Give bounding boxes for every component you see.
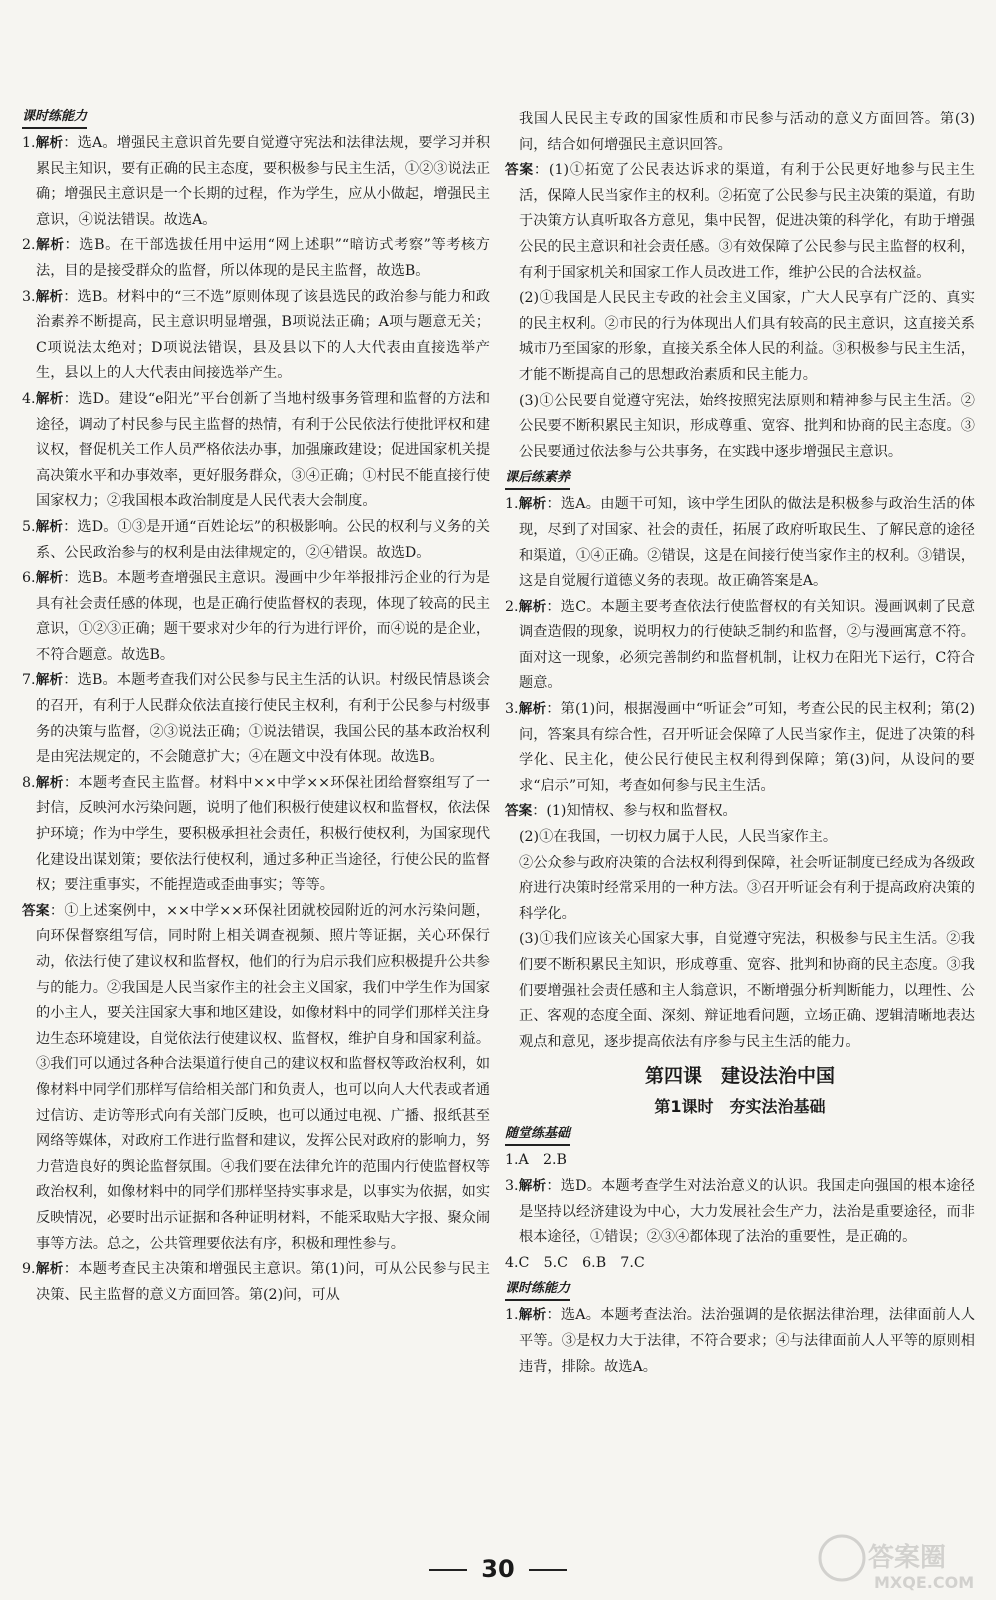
keyword-label: 解析 [35,774,64,791]
question-item: 7.解析：选B。本题考查我们对公民参与民主生活的认识。村级民情恳谈会的召开，有利于人民群众依法直接行使民主权利，有利于公民参与村级事务的决策与监督，②③说法正确；①说法错误，我国公民的基本政治权利是由宪法规定的，不会随意扩大；④在题文中没有体现。故选B。 [22,672,491,766]
question-item: 3.解析：选D。本题考查学生对法治意义的认识。我国走向强国的根本途径是坚持以经济建设为中心，大力发展社会生产力，法治是重要途径，而非根本途径，①错误；②③④都体现了法治的重要性，是正确的。 [505,1177,975,1246]
keyword-label: 解析 [35,672,64,689]
question-item: 5.解析：选D。①③是开通“百姓论坛”的积极影响。公民的权利与义务的关系、公民政治参与的权利是由法律规定的，②④错误。故选D。 [22,518,490,561]
keyword-label: 答案 [505,162,534,179]
section-heading-row [505,465,975,492]
right-column [505,107,975,1380]
question-item: 4.解析：选D。建设“e阳光”平台创新了当地村级事务管理和监督的方法和途径，调动了村民参与民主监督的热情，有利于公民依法行使批评权和建议权，督促机关工作人员严格依法办事，加强廉政建设；促进国家机关提高决策水平和办事效率，更好服务群众，③④正确；①村民不能直接行使国家权力；②我国根本政治制度是人民代表大会制度。 [22,390,491,510]
page-number: 30 [481,1555,515,1583]
chapter-title: 第四课 建设法治中国 [644,1065,835,1088]
continued-paragraph: (3)①我们应该关心国家大事，自觉遵守宪法，积极参与民主生活。②我们要不断积累民主知识，形成尊重、宽容、批判和协商的民主态度。③我们要增强社会责任感和主人翁意识，不断增强分析判断能力，以理性、公正、客观的态度全面、深刻、辩证地看问题，立场正确、逻辑清晰地表达观点和意见，逐步提高依法有序参与民主生活的能力。 [519,931,975,1050]
section-heading-row [505,1121,975,1148]
question-item: 1.解析：选A。增强民主意识首先要自觉遵守宪法和法律法规，要学习并积累民主知识，要有正确的民主态度，要积极参与民主生活，①②③说法正确；增强民主意识是一个长期的过程，作为学生，应从小做起，增强民主意识，④说法错误。故选A。 [22,135,491,228]
section-heading: 随堂练基础 [505,1124,570,1146]
continued-paragraph: (2)①在我国，一切权力属于人民，人民当家作主。 [519,829,838,846]
keyword-label: 解析 [35,237,65,254]
keyword-label: 解析 [518,496,547,513]
footer-dash-right [529,1569,567,1571]
question-item: 8.解析：本题考查民主监督。材料中××中学××环保社团给督察组写了一封信，反映河水污染问题，说明了他们积极行使建议权和监督权，依法保护环境；作为中学生，要积极承担社会责任，积极行使权利，为国家现代化建设出谋划策；要依法行使权利，通过多种正当途径，行使公民的监督权；要注重事实，不能捏造或歪曲事实；等等。 [22,774,491,894]
answer-paragraph: 答案：(1)①拓宽了公民表达诉求的渠道，有利于公民更好地参与民主生活，保障人民当家作主的权利。②拓宽了公民参与民主决策的渠道，有助于决策方认真听取各方意见，集中民智，促进决策的科学化，有助于增强公民的民主意识和社会责任感。③有效保障了公民参与民主监督的权利，有利于国家机关和国家工作人员改进工作，维护公民的合法权益。 [505,162,975,281]
keyword-label: 解析 [35,1261,64,1278]
section-heading: 课后练素养 [505,468,570,490]
section-heading-row [505,1276,975,1303]
keyword-label: 解析 [35,288,64,305]
continued-paragraph: ②公众参与政府决策的合法权利得到保障，社会听证制度已经成为各级政府进行决策时经常采用的一种方法。③召开听证会有利于提高政府决策的科学化。 [519,854,975,922]
keyword-label: 解析 [35,518,64,535]
keyword-label: 解析 [35,390,64,407]
question-item: 4.C 5.C 6.B 7.C [505,1254,645,1271]
question-item: 2.解析：选C。本题主要考查依法行使监督权的有关知识。漫画讽刺了民意调查造假的现象，说明权力的行使缺乏制约和监督，②与漫画寓意不符。面对这一现象，必须完善制约和监督机制，让权力在阳光下运行，C符合题意。 [505,598,976,692]
continued-paragraph: (2)①我国是人民民主专政的社会主义国家，广大人民享有广泛的、真实的民主权利。②市民的行为体现出人们具有较高的民主意识，这直接关系城市乃至国家的形象，直接关系全体人民的利益。③积极参与民主生活，才能不断提高自己的思想政治素质和民主能力。 [519,290,975,383]
keyword-label: 解析 [518,1177,547,1194]
left-column [22,104,490,1308]
question-item: 6.解析：选B。本题考查增强民主意识。漫画中少年举报排污企业的行为是具有社会责任感的体现，也是正确行使监督权的表现，体现了较高的民主意识，①②③正确；题干要求对少年的行为进行评价，而④说的是企业，不符合题意。故选B。 [22,570,491,663]
footer-dash-left [429,1569,467,1571]
question-item: 3.解析：选B。材料中的“三不选”原则体现了该县选民的政治参与能力和政治素养不断提高，民主意识明显增强，B项说法正确；A项与题意无关；C项说法太绝对；D项说法错误，县及县以下的人大代表由直接选举产生，县以上的人大代表由间接选举产生。 [22,288,491,382]
continued-paragraph: 我国人民民主专政的国家性质和市民参与活动的意义方面回答。第(3)问，结合如何增强民主意识回答。 [519,111,975,153]
question-item: 2.解析：选B。在干部选拔任用中运用“网上述职”“暗访式考察”等考核方法，目的是接受群众的监督，所以体现的是民主监督，故选B。 [22,237,490,279]
keyword-label: 解析 [518,598,547,615]
keyword-label: 解析 [518,701,547,718]
watermark-text-cn: 答案圈 [868,1543,947,1573]
question-item: 3.解析：第(1)问，根据漫画中“听证会”可知，考查公民的民主权利；第(2)问，答案具有综合性，召开听证会保障了人民当家作主，促进了决策的科学化、民主化，使公民行使民主权利得到保障；第(3)问，从设问的要求“启示”可知，考查如何参与民主生活。 [505,701,976,794]
section-heading-row [22,104,490,131]
answer-paragraph: 答案：(1)知情权、参与权和监督权。 [505,803,737,820]
question-item: 1.解析：选A。由题干可知，该中学生团队的做法是积极参与政治生活的体现，尽到了对国家、社会的责任，拓展了政府听取民生、了解民意的途径和渠道，①④正确。②错误，这是在间接行使当家作主的权利。③错误，这是自觉履行道德义务的表现。故正确答案是A。 [505,496,976,590]
watermark-text-en: MXQE.COM [874,1573,975,1592]
answer-paragraph: 答案：①上述案例中，××中学××环保社团就校园附近的河水污染问题，向环保督察组写信，同时附上相关调查视频、照片等证据，关心环保行动，依法行使了建议权和监督权，他们的行为启示我们应积极提升公共参与的能力。②我国是人民当家作主的社会主义国家，我们中学生作为国家的小主人，要关注国家大事和地区建设，如像材料中的同学们那样关注身边生态环境建设，自觉依法行使建议权、监督权，维护自身和国家利益。③我们可以通过各种合法渠道行使自己的建议权和监督权等政治权利，如像材料中同学们那样写信给相关部门和负责人，也可以向人大代表或者通过信访、走访等形式向有关部门反映，也可以通过电视、广播、报纸甚至网络等媒体，对政府工作进行监督和建议，发挥公民对政府的影响力，努力营造良好的舆论监督氛围。④我们要在法律允许的范围内行使监督权等政治权利，如像材料中的同学们那样坚持实事求是，以事实为依据，如实反映情况，必要时出示证据和各种证明材料，不能采取贴大字报、聚众闹事等方法。总之，公共管理要依法有序，积极和理性参与。 [22,902,491,1252]
keyword-label: 答案 [505,803,533,820]
watermark-logo [812,1530,984,1592]
question-item: 9.解析：本题考查民主决策和增强民主意识。第(1)问，可从公民参与民主决策、民主监督的意义方面回答。第(2)问，可从 [22,1261,490,1303]
keyword-label: 解析 [35,135,64,151]
continued-paragraph: (3)①公民要自觉遵守宪法，始终按照宪法原则和精神参与民主生活。②公民要不断积累民主知识，形成尊重、宽容、批判和协商的民主态度。③公民要通过依法参与公共事务，在实践中逐步增强民主意识。 [519,392,975,460]
keyword-label: 解析 [518,1307,547,1324]
question-item: 1.解析：选A。本题考查法治。法治强调的是依据法律治理，法律面前人人平等。③是权力大于法律，不符合要求；④与法律面前人人平等的原则相违背，排除。故选A。 [505,1307,976,1375]
question-item: 1.A 2.B [505,1152,567,1169]
keyword-label: 解析 [35,570,64,587]
section-heading: 课时练能力 [505,1279,570,1301]
section-heading: 课时练能力 [22,107,87,129]
keyword-label: 答案 [22,902,50,919]
lesson-title: 第1课时 夯实法治基础 [654,1097,826,1117]
